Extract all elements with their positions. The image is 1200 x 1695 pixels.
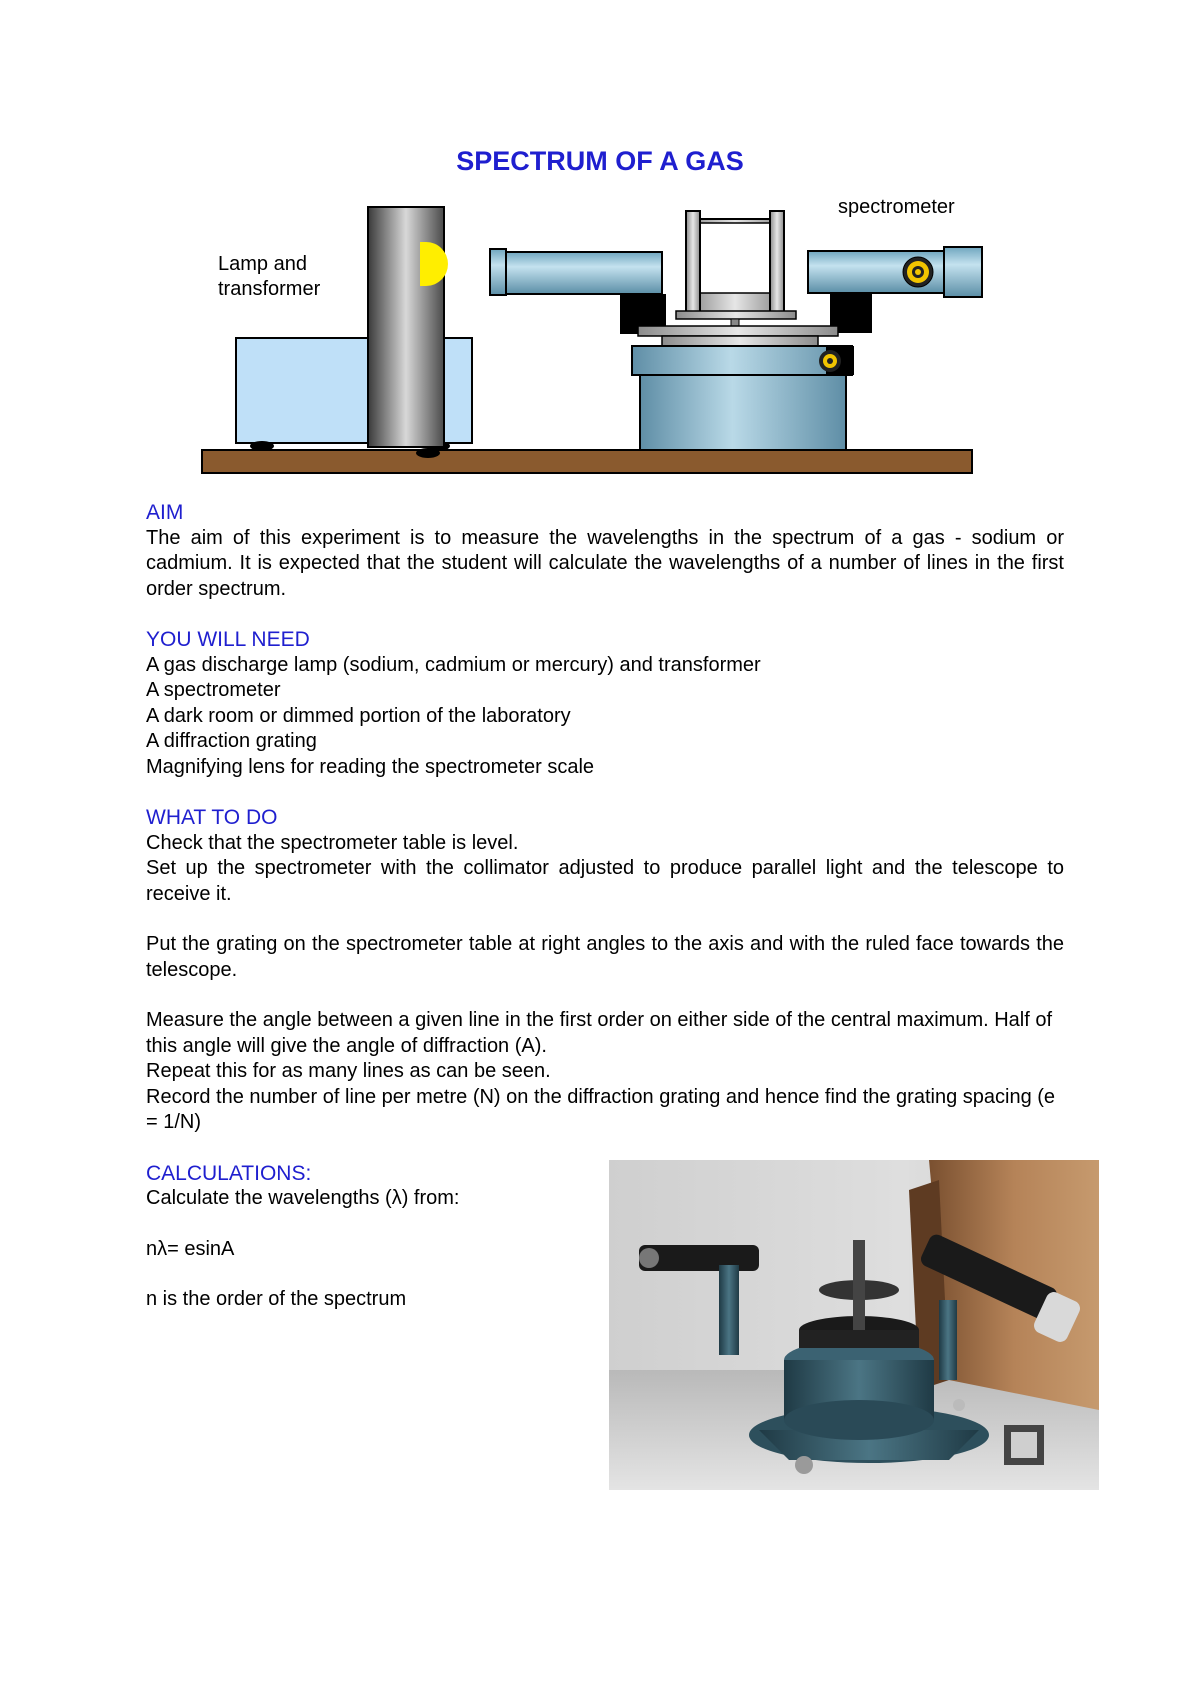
page-title: SPECTRUM OF A GAS [456, 146, 744, 176]
bench [202, 450, 972, 473]
todo-heading: WHAT TO DO [146, 806, 278, 829]
todo-step: Repeat this for as many lines as can be seen. [146, 1060, 551, 1082]
lamp-label-line1: Lamp and [218, 253, 307, 275]
need-item: A spectrometer [146, 679, 281, 701]
need-item: A gas discharge lamp (sodium, cadmium or mercury) and transformer [146, 653, 761, 676]
lamp-column [368, 207, 444, 447]
need-item: A diffraction grating [146, 730, 317, 752]
need-item: Magnifying lens for reading the spectrometer scale [146, 755, 595, 778]
apparatus-diagram [190, 185, 990, 485]
todo-step: Put the grating on the spectrometer table at right angles to the axis and with the ruled face towards the telescope. [146, 933, 1064, 981]
aim-heading: AIM [146, 501, 184, 524]
calc-heading: CALCULATIONS: [146, 1161, 312, 1185]
spectrometer-base [640, 375, 846, 450]
aim-text: The aim of this experiment is to measure the wavelengths in the spectrum of a gas - sodium or cadmium. It is expected that the student will calculate the wavelengths of a number of lines in the first order spectrum. [146, 526, 1064, 600]
need-item: A dark room or dimmed portion of the laboratory [146, 704, 571, 727]
collimator-tube [506, 252, 662, 294]
apparatus-diagram-svg [190, 185, 990, 485]
lamp-label-line2: transformer [218, 278, 321, 300]
calc-formula: nλ= esinA [146, 1237, 235, 1260]
calc-note: n is the order of the spectrum [146, 1288, 407, 1310]
todo-step: Check that the spectrometer table is level. [146, 831, 519, 854]
todo-step: Set up the spectrometer with the collimator adjusted to produce parallel light and the telescope to receive it. [146, 857, 1064, 905]
todo-step: Record the number of line per metre (N) on the diffraction grating and hence find the grating spacing (e = 1/N) [146, 1085, 1056, 1133]
need-heading: YOU WILL NEED [146, 628, 310, 651]
spectrometer-photo [609, 1160, 1099, 1490]
calc-line: Calculate the wavelengths (λ) from: [146, 1187, 460, 1209]
todo-step: Measure the angle between a given line in the first order on either side of the central maximum. Half of this angle will give the angle of diffraction (A). [146, 1009, 1053, 1057]
spectrometer-label: spectrometer [838, 196, 955, 218]
